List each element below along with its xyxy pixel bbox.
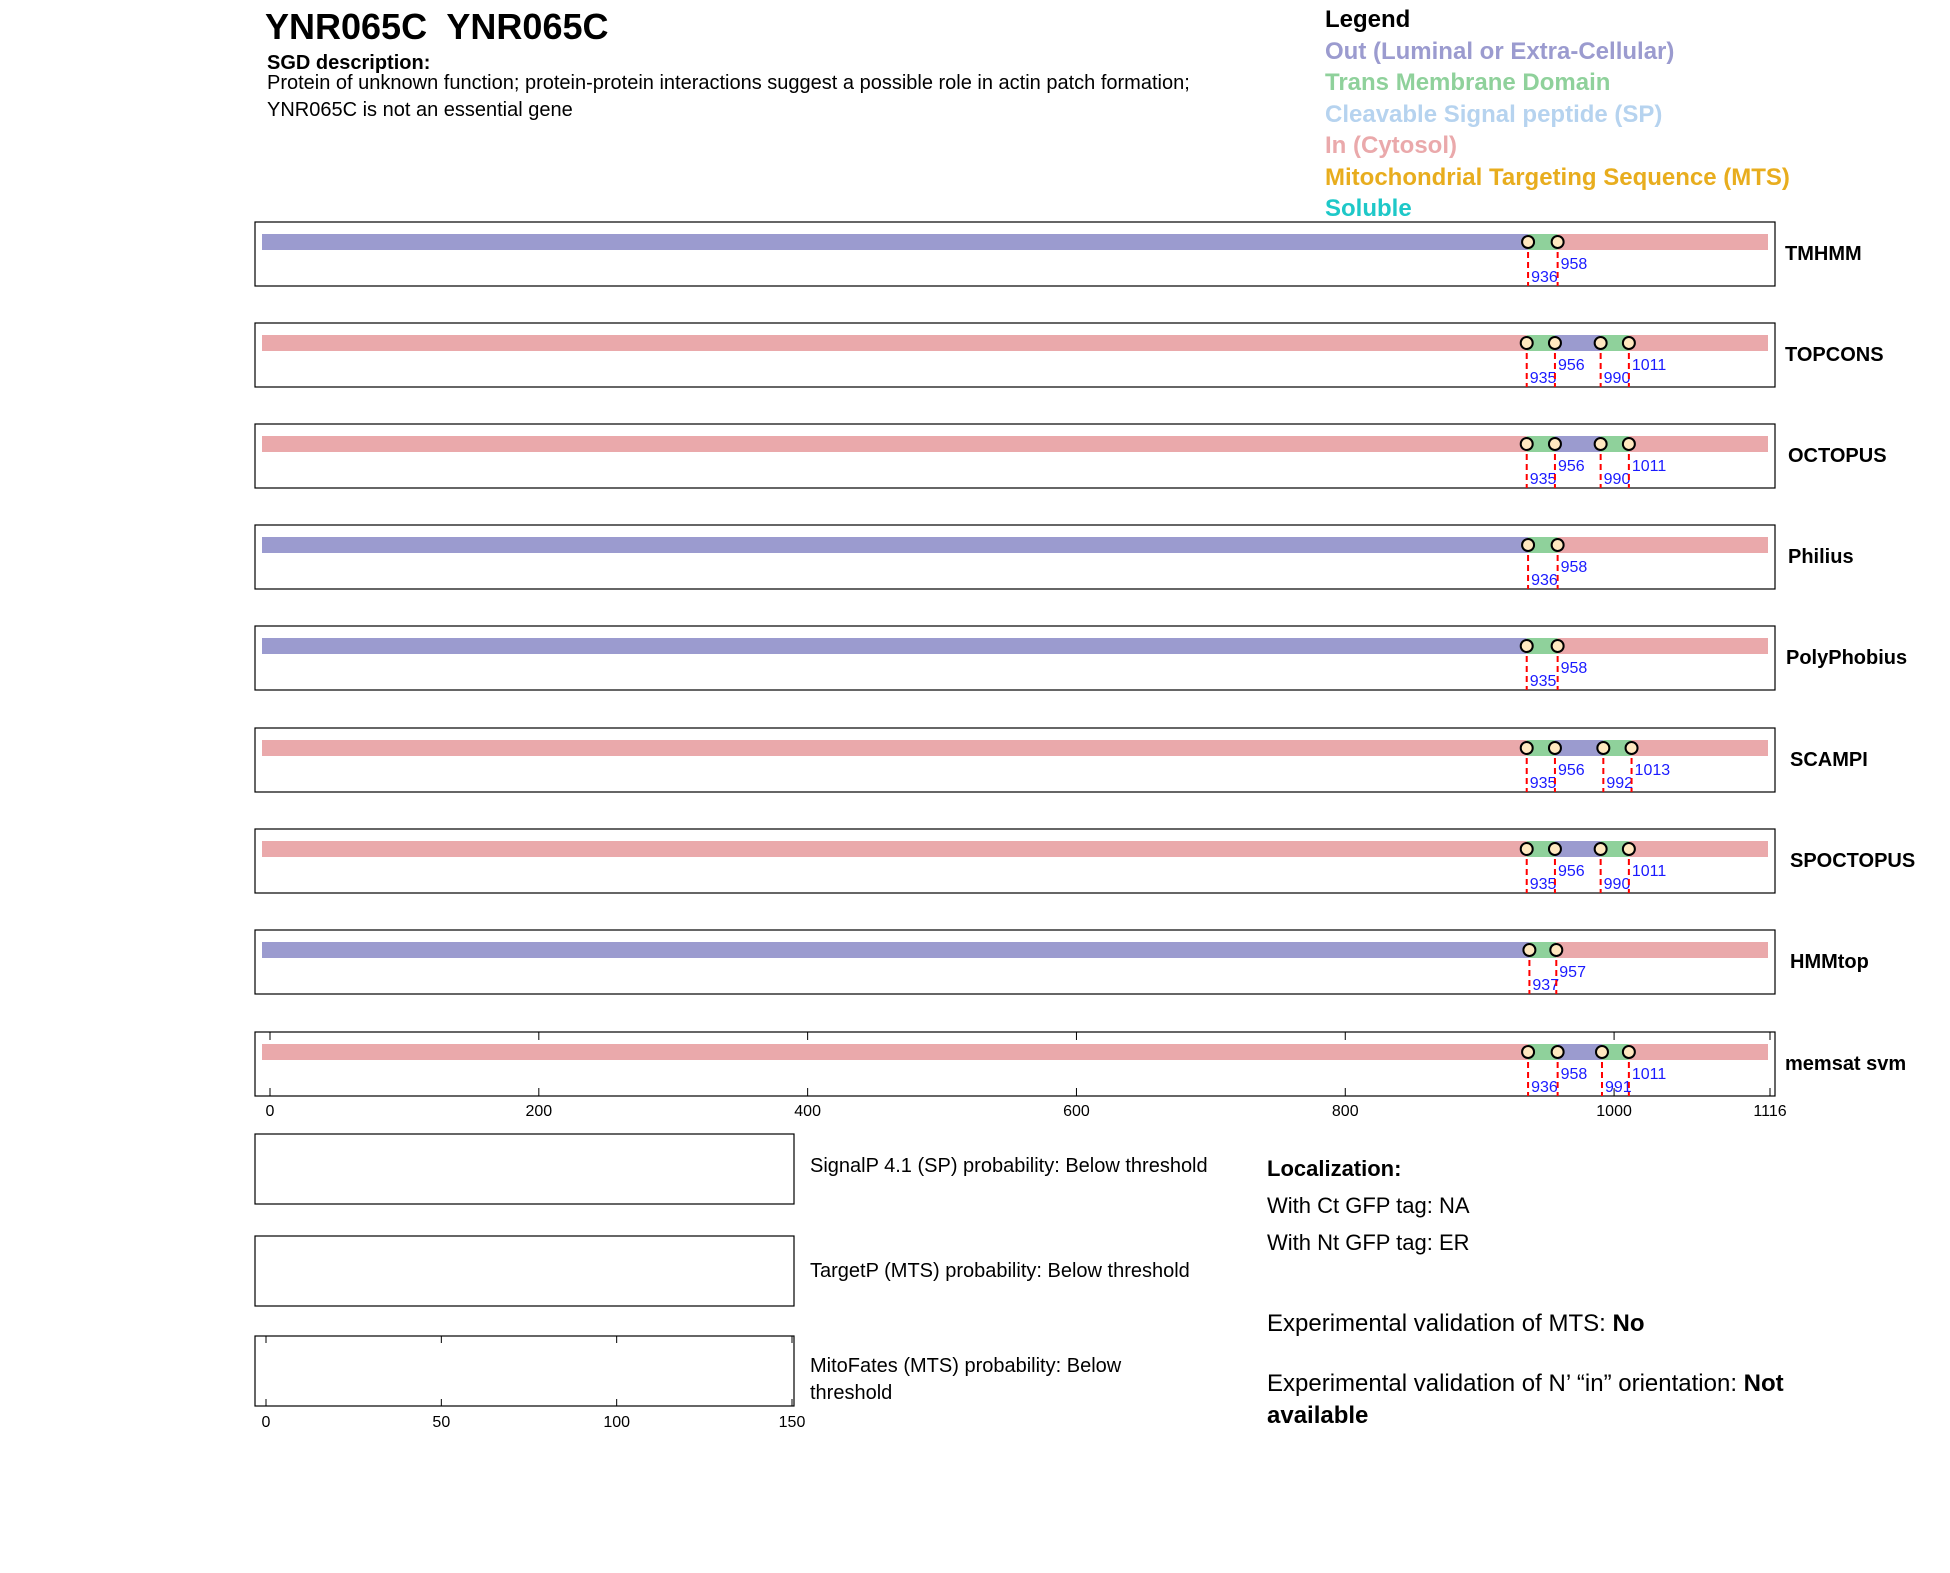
- segment-in: [1629, 841, 1768, 857]
- boundary-marker: [1522, 1046, 1534, 1058]
- legend-item-mts: Mitochondrial Targeting Sequence (MTS): [1325, 163, 1790, 191]
- boundary-label: 958: [1560, 1066, 1588, 1083]
- probability-tick-label: 150: [778, 1414, 806, 1431]
- validation-mts-label: Experimental validation of MTS:: [1267, 1310, 1613, 1337]
- boundary-label: 935: [1529, 673, 1557, 690]
- legend-item-out: Out (Luminal or Extra-Cellular): [1325, 37, 1675, 65]
- x-tick-label: 800: [1331, 1103, 1359, 1120]
- segment-in: [1558, 638, 1768, 654]
- segment-out: [262, 234, 1528, 250]
- localization-ct: With Ct GFP tag: NA: [1267, 1193, 1470, 1218]
- legend-item-sp: Cleavable Signal peptide (SP): [1325, 100, 1663, 128]
- segment-in: [262, 841, 1527, 857]
- boundary-marker: [1521, 843, 1533, 855]
- x-tick-label: 1116: [1753, 1103, 1787, 1120]
- boundary-marker: [1552, 640, 1564, 652]
- boundary-label: 1011: [1631, 1066, 1667, 1083]
- boundary-label: 936: [1531, 1079, 1558, 1096]
- track-label-tmhmm: TMHMM: [1785, 243, 1862, 265]
- boundary-marker: [1522, 236, 1534, 248]
- boundary-marker: [1596, 1046, 1608, 1058]
- boundary-label: 990: [1603, 876, 1631, 893]
- boundary-marker: [1550, 944, 1562, 956]
- segment-in: [1632, 740, 1768, 756]
- boundary-marker: [1521, 438, 1533, 450]
- segment-in: [1558, 234, 1768, 250]
- sgd-description-heading: SGD description:: [267, 52, 431, 74]
- x-tick-label: 0: [265, 1103, 275, 1120]
- boundary-label: 956: [1557, 762, 1585, 779]
- mitofates-probability: MitoFates (MTS) probability: Below threshold: [810, 1355, 1122, 1404]
- segment-in: [1629, 436, 1768, 452]
- track-label-polyphobius: PolyPhobius: [1786, 647, 1908, 669]
- boundary-marker: [1523, 944, 1535, 956]
- boundary-marker: [1522, 539, 1534, 551]
- track-label-octopus: OCTOPUS: [1788, 445, 1887, 467]
- track-label-memsat-svm: memsat svm: [1785, 1053, 1907, 1075]
- boundary-label: 956: [1557, 863, 1585, 880]
- boundary-label: 1011: [1631, 458, 1667, 475]
- probability-tick-label: 100: [603, 1414, 631, 1431]
- boundary-label: 958: [1560, 660, 1588, 677]
- boundary-marker: [1521, 640, 1533, 652]
- validation-nin-label: Experimental validation of N’ “in” orientation:: [1267, 1370, 1744, 1397]
- segment-out: [262, 638, 1527, 654]
- boundary-label: 935: [1529, 370, 1557, 387]
- localization: [1267, 1150, 1470, 1261]
- boundary-label: 1011: [1631, 357, 1667, 374]
- x-tick-label: 200: [525, 1103, 553, 1120]
- validation-mts-value: No: [1612, 1310, 1645, 1337]
- boundary-label: 992: [1606, 775, 1634, 792]
- boundary-label: 936: [1531, 269, 1558, 286]
- boundary-marker: [1549, 438, 1561, 450]
- legend-item-in: In (Cytosol): [1325, 132, 1457, 159]
- sgd-description-text: Protein of unknown function; protein-protein interactions suggest a possible role in actin patch formation; YNR065C is not an essential gene: [267, 72, 1190, 121]
- boundary-marker: [1595, 438, 1607, 450]
- segment-in: [1629, 335, 1768, 351]
- boundary-label: 937: [1532, 977, 1560, 994]
- gene-title: YNR065C YNR065C: [265, 6, 609, 47]
- mitofates-panel: [255, 1336, 794, 1406]
- segment-in: [1556, 942, 1768, 958]
- boundary-label: 935: [1529, 775, 1557, 792]
- boundary-label: 990: [1603, 370, 1631, 387]
- probability-tick-label: 50: [432, 1414, 451, 1431]
- boundary-marker: [1623, 843, 1635, 855]
- boundary-marker: [1549, 337, 1561, 349]
- validation-mts: [1267, 1308, 1644, 1340]
- boundary-label: 956: [1557, 458, 1585, 475]
- boundary-label: 991: [1604, 1079, 1632, 1096]
- track-label-spoctopus: SPOCTOPUS: [1790, 850, 1916, 872]
- segment-in: [1629, 1044, 1768, 1060]
- segment-in: [262, 740, 1527, 756]
- validation-nin-value: Not available: [1267, 1370, 1784, 1429]
- boundary-marker: [1623, 337, 1635, 349]
- legend-title: Legend: [1325, 6, 1411, 33]
- boundary-label: 990: [1603, 471, 1631, 488]
- boundary-label: 936: [1531, 572, 1558, 589]
- boundary-marker: [1626, 742, 1638, 754]
- boundary-marker: [1623, 1046, 1635, 1058]
- boundary-marker: [1552, 1046, 1564, 1058]
- segment-in: [262, 1044, 1528, 1060]
- segment-out: [262, 537, 1528, 553]
- signalp-probability: SignalP 4.1 (SP) probability: Below threshold: [810, 1155, 1208, 1177]
- legend-item-soluble: Soluble: [1325, 195, 1412, 222]
- boundary-marker: [1552, 236, 1564, 248]
- x-tick-label: 600: [1063, 1103, 1090, 1120]
- boundary-label: 956: [1557, 357, 1585, 374]
- segment-in: [1558, 537, 1768, 553]
- boundary-label: 1013: [1634, 762, 1671, 779]
- boundary-marker: [1552, 539, 1564, 551]
- boundary-label: 935: [1529, 471, 1557, 488]
- segment-out: [1555, 740, 1603, 756]
- boundary-marker: [1521, 337, 1533, 349]
- boundary-label: 957: [1559, 964, 1586, 981]
- segment-in: [262, 335, 1527, 351]
- boundary-marker: [1623, 438, 1635, 450]
- probability-tick-label: 0: [261, 1414, 271, 1431]
- targetp-panel: [255, 1236, 794, 1306]
- track-label-scampi: SCAMPI: [1790, 749, 1868, 771]
- track-label-topcons: TOPCONS: [1785, 344, 1884, 366]
- signalp-panel: [255, 1134, 794, 1204]
- boundary-marker: [1521, 742, 1533, 754]
- boundary-label: 958: [1560, 256, 1588, 273]
- x-tick-label: 1000: [1596, 1103, 1632, 1120]
- boundary-marker: [1597, 742, 1609, 754]
- segment-out: [262, 942, 1529, 958]
- boundary-marker: [1595, 337, 1607, 349]
- boundary-label: 935: [1529, 876, 1557, 893]
- segment-in: [262, 436, 1527, 452]
- boundary-label: 1011: [1631, 863, 1667, 880]
- track-label-philius: Philius: [1788, 546, 1854, 568]
- boundary-label: 958: [1560, 559, 1588, 576]
- validation-nin: [1267, 1368, 1847, 1432]
- boundary-marker: [1549, 742, 1561, 754]
- localization-nt: With Nt GFP tag: ER: [1267, 1230, 1470, 1255]
- track-label-hmmtop: HMMtop: [1790, 951, 1869, 973]
- legend-item-tm: Trans Membrane Domain: [1325, 69, 1611, 96]
- boundary-marker: [1549, 843, 1561, 855]
- boundary-marker: [1595, 843, 1607, 855]
- x-tick-label: 400: [794, 1103, 821, 1120]
- targetp-probability: TargetP (MTS) probability: Below threshold: [810, 1260, 1190, 1282]
- localization-heading: Localization:: [1267, 1156, 1402, 1181]
